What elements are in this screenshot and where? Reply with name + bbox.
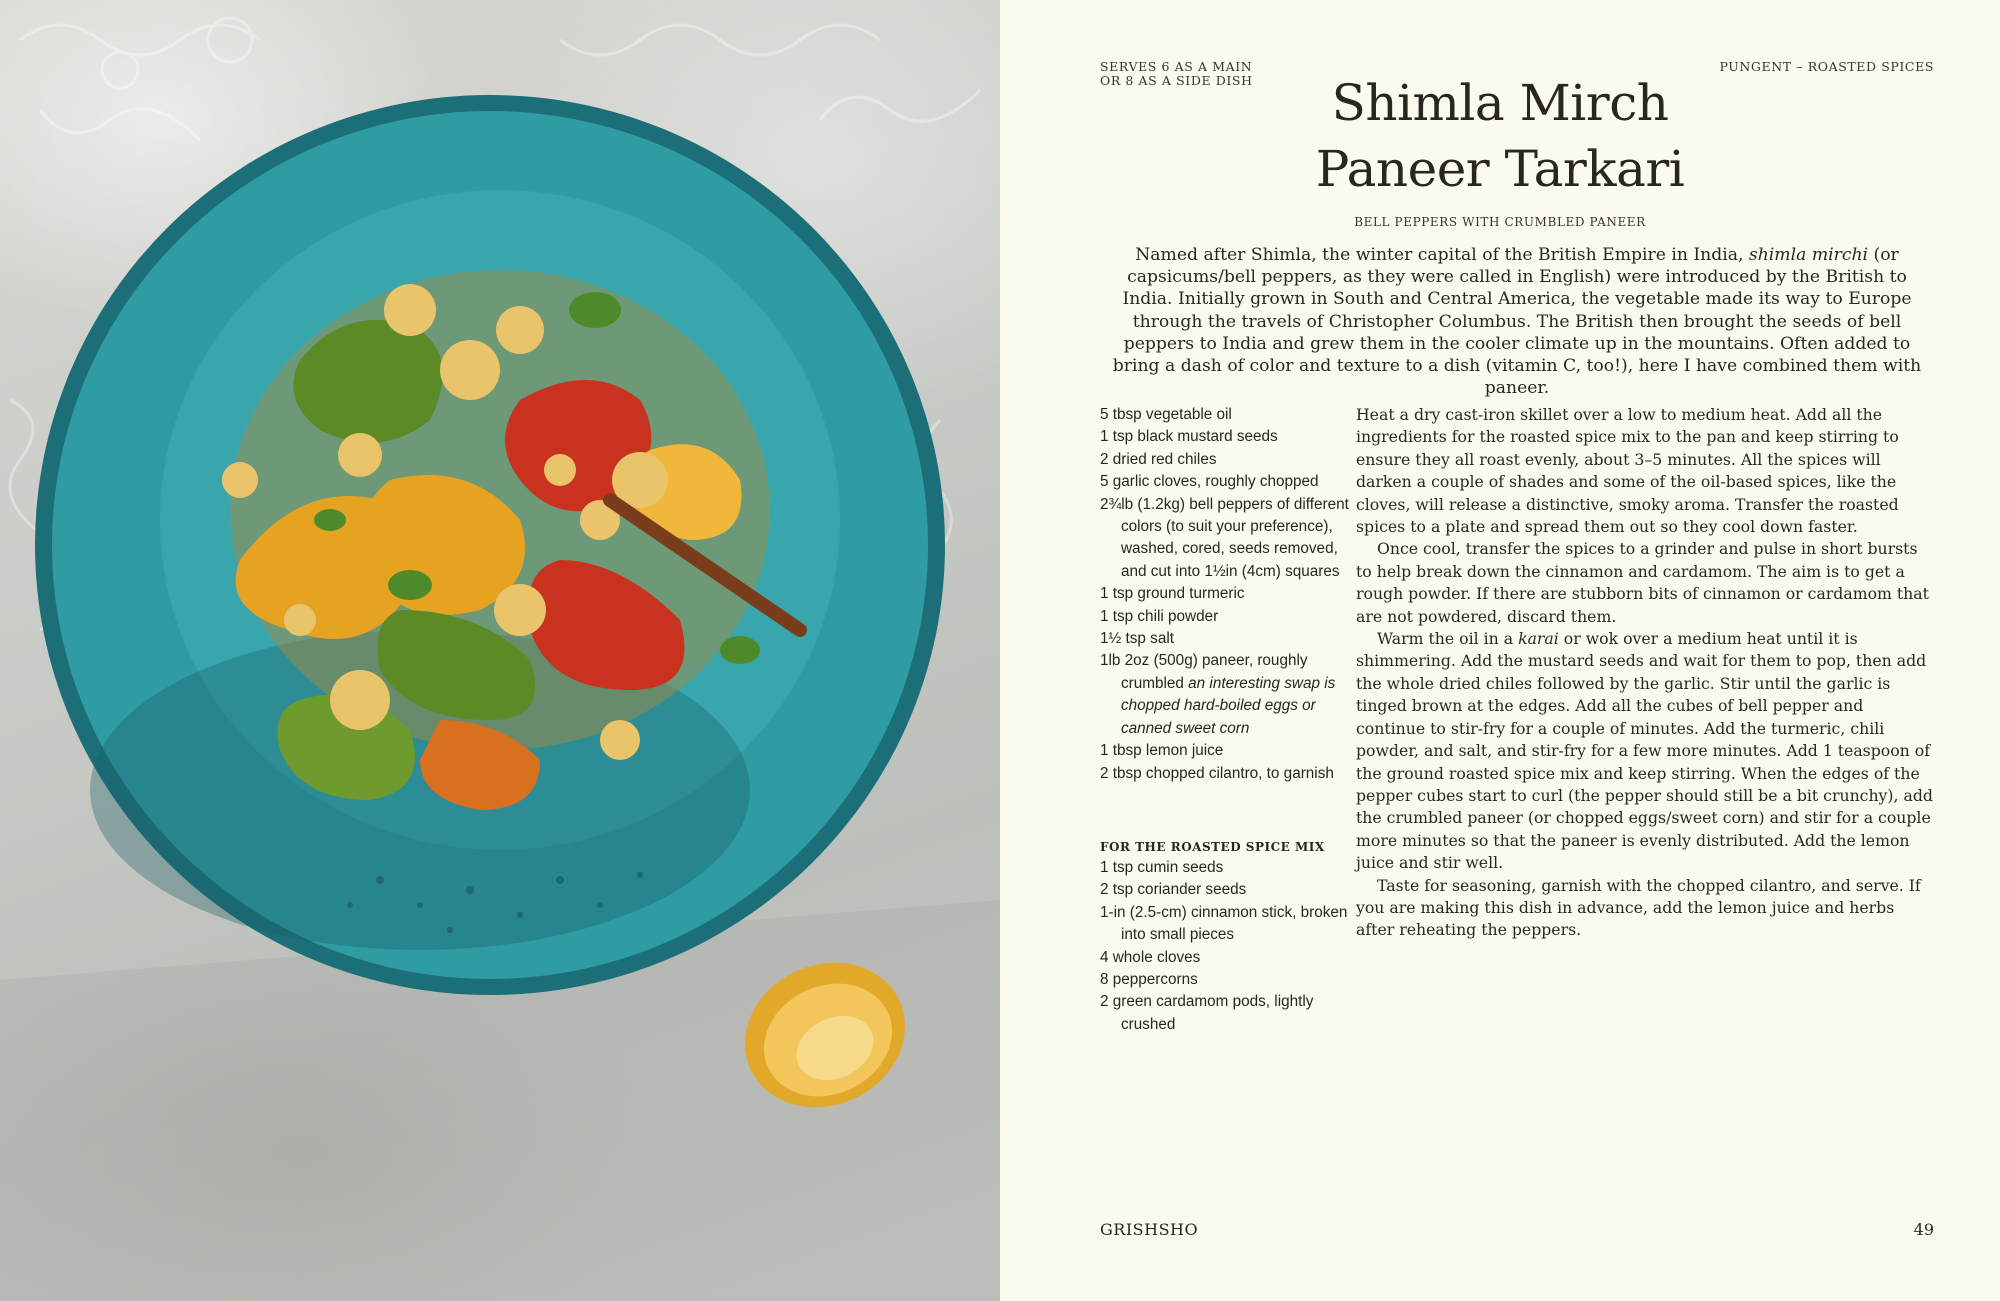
ingredient-item: 2 tbsp chopped cilantro, to garnish — [1100, 764, 1334, 782]
title-line-1: Shimla Mirch — [1331, 74, 1669, 132]
recipe-subtitle: BELL PEPPERS WITH CRUMBLED PANEER — [1354, 215, 1646, 229]
page-number: 49 — [1913, 1220, 1934, 1239]
section-footer: GRISHSHO — [1100, 1220, 1199, 1239]
ingredient-item: 1 tsp chili powder — [1100, 607, 1219, 625]
spice-item: 1-in (2.5-cm) cinnamon stick, broken into small pieces — [1100, 903, 1348, 944]
method-paragraph: Taste for seasoning, garnish with the chopped cilantro, and serve. If you are making this dish in advance, add the lemon juice and herbs after reheating the peppers. — [1356, 875, 1921, 940]
category-label: PUNGENT – ROASTED SPICES — [1719, 59, 1934, 74]
ingredient-item: 1 tsp ground turmeric — [1100, 585, 1245, 603]
spice-item: 2 tsp coriander seeds — [1100, 881, 1247, 899]
method-text — [1356, 404, 1936, 942]
ingredient-item: 1 tsp black mustard seeds — [1100, 428, 1278, 446]
spice-mix-heading: FOR THE ROASTED SPICE MIX — [1100, 840, 1325, 854]
method-paragraph: Warm the oil in a karai or wok over a medium heat until it is shimmering. Add the mustard seeds and wait for them to pop, then add the whole dried chiles followed by the garlic. Stir until the garlic is tinged brown at the edges. Add all the cubes of bell pepper and continue to stir-fry for a couple of minutes. Add the turmeric, chili powder, and salt, and stir-fry for a few more minutes. Add 1 teaspoon of the ground roasted spice mix and keep stirring. When the edges of the pepper cubes start to curl (the pepper should still be a bit crunchy), add the crumbled paneer (or chopped eggs/sweet corn) and stir for a couple more minutes so that the paneer is evenly distributed. Add the lemon juice and stir well. — [1356, 629, 1933, 873]
recipe-page — [1000, 0, 2000, 1301]
method-paragraph: Heat a dry cast-iron skillet over a low to medium heat. Add all the ingredients for the roasted spice mix to the pan and keep stirring to ensure they all roast evenly, about 3–5 minutes. All the spices will darken a couple of shades and some of the oil-based spices, like the cloves, will release a distinctive, smoky aroma. Transfer the roasted spices to a plate and spread them out so they cool down faster. — [1356, 405, 1899, 537]
ingredient-item: 1 tbsp lemon juice — [1100, 742, 1224, 760]
spice-mix-list — [1100, 857, 1350, 1036]
serves-line-1: SERVES 6 AS A MAIN — [1100, 59, 1253, 74]
spice-item: 2 green cardamom pods, lightly crushed — [1100, 993, 1314, 1033]
ingredient-item: 2 dried red chiles — [1100, 450, 1217, 468]
ingredient-item: 5 garlic cloves, roughly chopped — [1100, 473, 1319, 491]
ingredient-item: 2¾lb (1.2kg) bell peppers of different colors (to suit your preference), washed, cored, seeds removed, and cut into 1½in (4cm) squares — [1100, 495, 1349, 580]
spice-item: 8 peppercorns — [1100, 971, 1198, 989]
ingredient-item: 1½ tsp salt — [1100, 630, 1174, 648]
ingredient-item: 5 tbsp vegetable oil — [1100, 406, 1232, 423]
ingredient-item-paneer: 1lb 2oz (500g) paneer, roughly crumbled an interesting swap is chopped hard-boiled eggs or canned sweet corn — [1100, 652, 1336, 737]
spice-item: 4 whole cloves — [1100, 948, 1201, 966]
title-line-2: Paneer Tarkari — [1315, 140, 1685, 198]
method-paragraph: Once cool, transfer the spices to a grinder and pulse in short bursts to help break down the cinnamon and cardamom. The aim is to get a rough powder. If there are stubborn bits of cinnamon or cardamom that are not powdered, discard them. — [1356, 539, 1929, 626]
serves-line-2: OR 8 AS A SIDE DISH — [1100, 73, 1253, 88]
ingredients-list — [1100, 404, 1350, 785]
recipe-title — [1000, 70, 2000, 202]
intro-paragraph: Named after Shimla, the winter capital of the British Empire in India, shimla mirchi (or capsicums/bell peppers, as they were called in English) were introduced by the British to India. Initially grown in South and Central America, the vegetable made its way to Europe through the travels of Christopher Columbus. The British then brought the seeds of bell peppers to India and grew them in the cooler climate up in the mountains. Often added to bring a dash of color and texture to a dish (vitamin C, too!), here I have combined them with paneer. — [1112, 245, 1922, 399]
spice-item: 1 tsp cumin seeds — [1100, 859, 1224, 876]
